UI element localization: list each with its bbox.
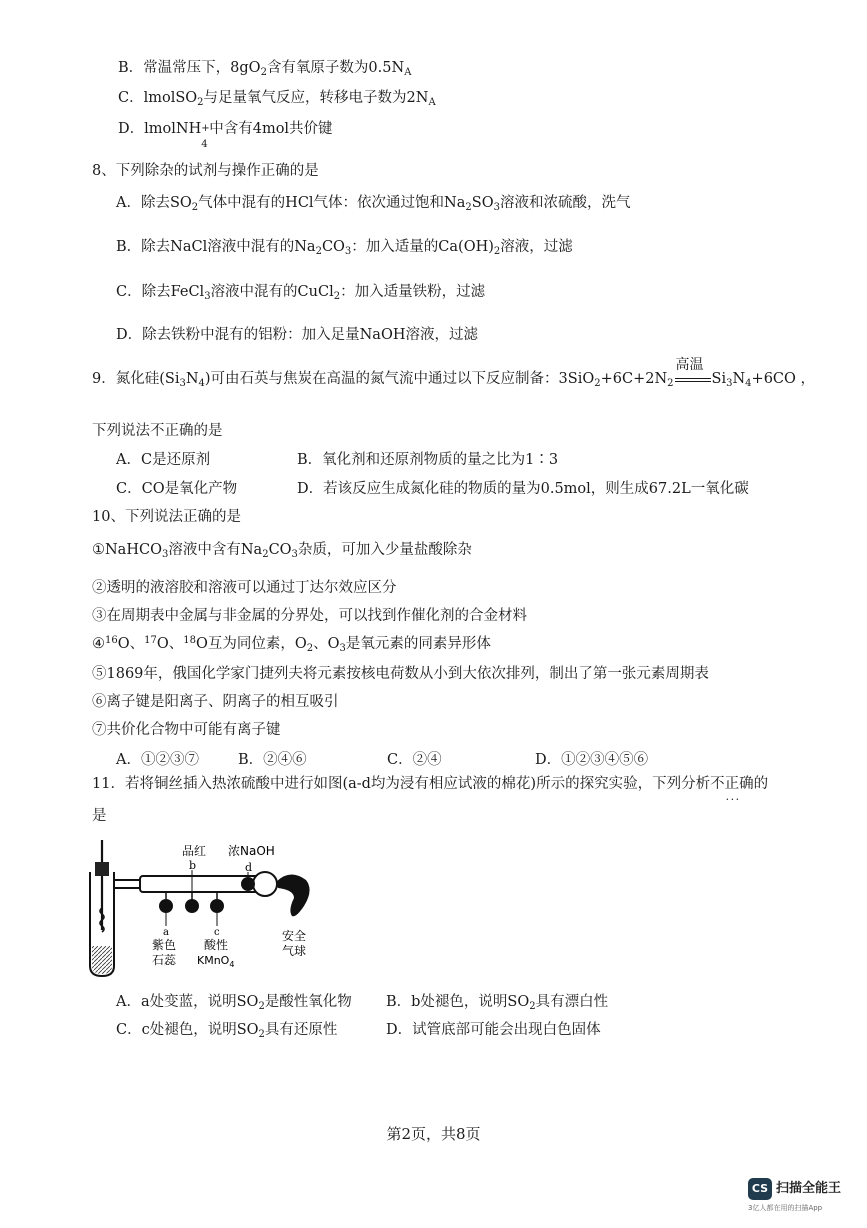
camscanner-logo-icon: CS [748,1178,772,1200]
q9-option-a: A．C是还原剂 [116,452,211,468]
q7-option-c: C．lmolSO$_2$与足量氧气反应，转移电子数为$2N_A$ [118,90,436,108]
q9-option-c: C．CO是氧化产物 [116,481,238,497]
q8-option-a: A．除去$SO_2$气体中混有的HCl气体：依次通过饱和$Na_2SO_3$溶液和浓硫酸，洗气 [116,195,631,213]
q10-option-b: B．②④⑥ [238,752,307,768]
q11-stem-line2: 是 [92,808,107,824]
brand-tagline: 3亿人都在用的扫描App [748,1204,823,1212]
q9-option-b: B．氧化剂和还原剂物质的量之比为1∶3 [297,452,559,468]
q10-statement-5: ⑤1869年，俄国化学家门捷列夫将元素按核电荷数从小到大依次排列，制出了第一张元素周期表 [92,666,709,682]
cotton-d [241,877,255,891]
q8-stem: 8、下列除杂的试剂与操作正确的是 [92,163,319,179]
q10-statement-2: ②透明的液溶胶和溶液可以通过丁达尔效应区分 [92,580,397,596]
label-zise: 紫色 [152,938,177,952]
label-qiqiu: 气球 [282,944,307,958]
q9-substem: 下列说法不正确的是 [92,423,223,439]
cotton-a [159,899,173,913]
safety-balloon [276,874,310,916]
q10-statement-4: ④$^{16}$O、$^{17}$O、$^{18}$O互为同位素，$O_2$、$O_3$是氧元素的同素异形体 [92,635,491,654]
label-anquan: 安全 [282,929,307,943]
scanner-watermark [748,1176,858,1216]
label-suanxing: 酸性 [204,938,229,952]
equals-sign-icon [675,378,711,382]
q8-option-c: C．除去FeCl$_3$溶液中混有的CuCl$_2$：加入适量铁粉，过滤 [116,284,486,302]
label-b: b [189,859,197,872]
q11-option-a: A．a处变蓝，说明$SO_2$是酸性氧化物 [116,994,352,1012]
q11-option-c: C．c处褪色，说明$SO_2$具有还原性 [116,1022,338,1040]
q7-option-b: B．常温常压下，$8gO_2$含有氧原子数为$0.5N_A$ [118,60,412,78]
page-number: 第2页，共8页 [386,1125,481,1143]
brand-name: 扫描全能王 [776,1181,842,1196]
q11-stem: 11．若将铜丝插入热浓硫酸中进行如图(a-d均为浸有相应试液的棉花)所示的探究实验，下列分析不正确 · · ·的 [92,774,768,794]
q8-option-d: D．除去铁粉中混有的铝粉：加入足量NaOH溶液，过滤 [116,327,478,343]
q7-option-d: D．lmolNH + 4 中含有4mol共价键 [118,121,333,150]
q8-option-b: B．除去NaCl溶液中混有的$Na_2CO_3$：加入适量的$Ca(OH)_2$溶液，过滤 [116,239,573,257]
q10-option-d: D．①②③④⑤⑥ [535,752,649,768]
q10-option-a: A．①②③⑦ [116,752,199,768]
q10-statement-1: ①NaHCO$_3$溶液中含有$Na_2CO_3$杂质，可加入少量盐酸除杂 [92,542,472,560]
drying-bulb [253,872,277,896]
q10-stem: 10、下列说法正确的是 [92,509,241,525]
label-pinhong: 品红 [182,844,207,858]
q11-option-b: B．b处褪色，说明$SO_2$具有漂白性 [386,994,609,1012]
label-a: a [163,927,169,938]
label-d: d [245,861,253,874]
q10-statement-6: ⑥离子键是阳离子、阴离子的相互吸引 [92,694,339,710]
label-shirui: 石蕊 [152,953,177,967]
cotton-c [210,899,224,913]
glass-tube [140,876,258,892]
reaction-condition: 高温 [675,357,704,373]
experiment-apparatus-diagram [82,838,322,980]
q11-option-d: D．试管底部可能会出现白色固体 [386,1022,601,1038]
q9-stem: 9．氮化硅$(Si_3N_4)$可由石英与焦炭在高温的氮气流中通过以下反应制备：$3SiO_2+6C+2N_2$ 高温 $Si_3N_4+6CO$ ， [92,357,816,389]
label-naoh: 浓NaOH [228,844,275,858]
emphasis-dots: 不正确 · · · [710,776,754,792]
concentrated-sulfuric-acid [92,946,112,974]
rubber-stopper [95,862,109,876]
cotton-b [185,899,199,913]
label-c: c [214,927,220,938]
q10-statement-7: ⑦共价化合物中可能有离子键 [92,722,281,738]
q9-option-d: D．若该反应生成氮化硅的物质的量为0.5mol，则生成67.2L一氧化碳 [297,481,749,497]
q10-statement-3: ③在周期表中金属与非金属的分界处，可以找到作催化剂的合金材料 [92,608,527,624]
q10-option-c: C．②④ [387,752,442,768]
label-kmno4: KMnO$_4$ [197,954,235,969]
